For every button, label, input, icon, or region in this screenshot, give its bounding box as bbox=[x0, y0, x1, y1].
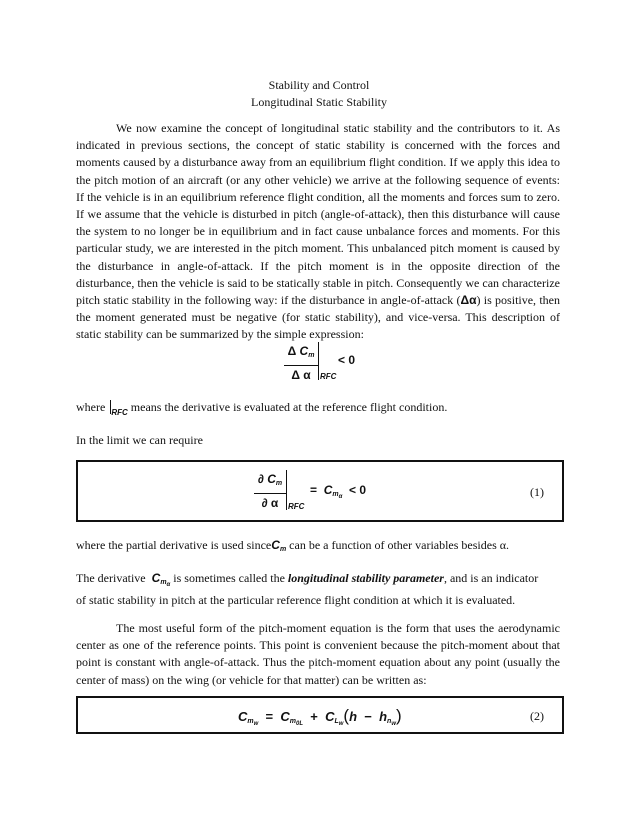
cm-alpha-rhs: = $C_{m\alpha} < 0$ bbox=[310, 483, 367, 500]
limit-line: In the limit we can require bbox=[76, 433, 203, 447]
partial-cm-fraction: ∂ $C_m$ ∂ α bbox=[254, 472, 286, 510]
derivative-line-2: of static stability in pitch at the particular reference flight condition at which it is evaluated. bbox=[76, 593, 516, 607]
derivative-line: The derivative $C_{m\alpha}$ is sometimes called the longitudinal stability parameter, and is an indicator bbox=[76, 571, 539, 588]
pitch-moment-equation: $C_{mw} = C_{m0L} + C_{Lw}(h - h_{nw})$ bbox=[238, 706, 402, 727]
delta-alpha-symbol: Δα bbox=[460, 293, 477, 308]
rfc-subscript: RFC bbox=[320, 372, 337, 381]
pitch-moment-paragraph: The most useful form of the pitch-moment equation is the form that uses the aerodynamic center as one of the reference points. This point is convenient because the pitch-moment about that point is constant with angle-of-attack. Thus the pitch-moment equation about any point (usually the center of mass) on the wing (or vehicle for that matter) can be written as: bbox=[76, 621, 560, 687]
stability-parameter-term: longitudinal stability parameter bbox=[287, 571, 444, 585]
where-rfc-line: where $_{RFC}$ means the derivative is evaluated at the reference flight condition. bbox=[76, 400, 448, 417]
partial-derivative-line: where the partial derivative is used sinceC$_m$ can be a function of other variables besides α. bbox=[76, 538, 510, 553]
evaluation-bar bbox=[286, 470, 287, 510]
evaluation-bar bbox=[318, 342, 319, 380]
equation-2-number: (2) bbox=[530, 709, 544, 723]
rfc-subscript: RFC bbox=[288, 502, 305, 511]
document-subtitle: Longitudinal Static Stability bbox=[251, 95, 387, 109]
delta-cm-fraction: Δ $C_m$ Δ α bbox=[284, 344, 318, 382]
equation-2-box bbox=[76, 696, 564, 734]
equation-1-box bbox=[76, 460, 564, 522]
less-than-zero: < 0 bbox=[338, 353, 356, 367]
intro-paragraph: We now examine the concept of longitudinal static stability and the contributors to it. As indicated in previous sections, the concept of static stability is concerned with the forces and moments caused by a disturbance away from an equilibrium flight condition. If we apply this idea to the pitch motion of an aircraft (or any other vehicle) we arrive at the following sequence of events: If the vehicle is in an equilibrium reference flight condition, all the moments and forces sum to zero. If we assume that the vehicle is disturbed in pitch (angle-of-attack), then this disturbance will cause the system to no longer be in equilibrium and in fact cause unbalance forces and moments. For this particular study, we are interested in the pitch moment. This unbalanced pitch moment is caused by the disturbance in angle-of-attack. If the pitch moment is in the opposite direction of the disturbance, then the vehicle is said to be statically stable in pitch. Consequently we can characterize pitch static stability in the following way: if the disturbance in angle-of-attack (Δα) is positive, then the moment generated must be negative (for static stability), and vice-versa. This description of static stability can be summarized by the simple expression: bbox=[76, 121, 560, 342]
document-title: Stability and Control bbox=[268, 78, 370, 92]
equation-1-number: (1) bbox=[530, 485, 544, 499]
